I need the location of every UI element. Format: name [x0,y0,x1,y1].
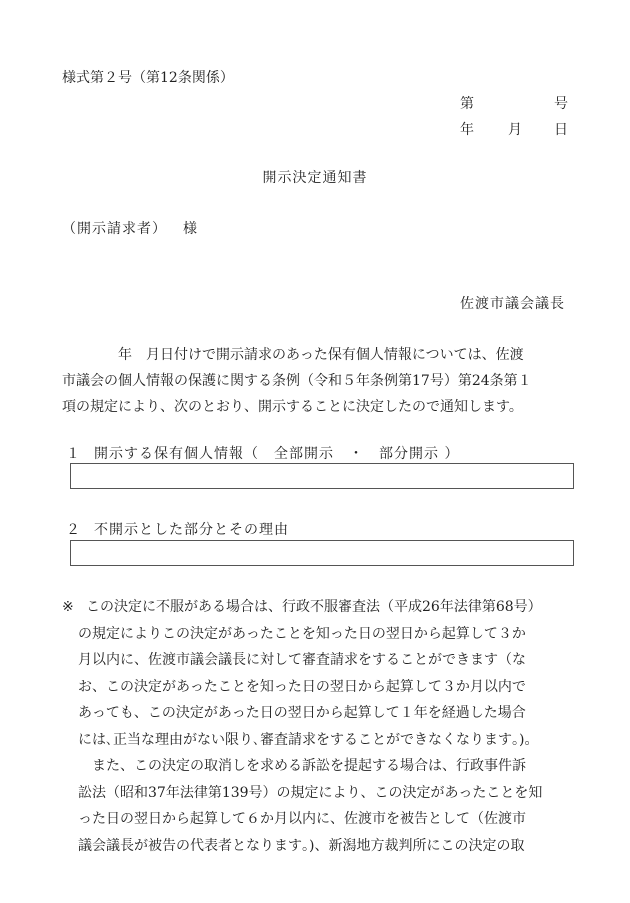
item-2-field[interactable] [70,540,574,566]
appeal-note [62,594,577,859]
date-year: 年 [460,122,474,138]
item-1-number: １ [66,446,81,462]
note-line: また、この決定の取消しを求める訴訟を提起する場合は、行政事件訴 [78,758,526,774]
item-1-label: 開示する保有個人情報（ 全部開示 ・ 部分開示 ） [94,446,460,462]
item-1-field[interactable] [70,463,574,489]
form-number: 様式第２号（第12条関係） [62,70,234,86]
number-suffix: 号 [554,96,568,112]
date-month: 月 [508,122,522,138]
note-line: 月以内に、佐渡市議会議長に対して審査請求をすることができます（な [78,652,526,668]
addressee-label: （開示請求者） [62,221,167,237]
item-2-label: 不開示とした部分とその理由 [94,522,289,538]
note-mark: ※ [62,599,74,615]
note-line: の規定によりこの決定があったことを知った日の翌日から起算して３か [78,625,526,642]
item-2-number: ２ [66,522,81,538]
item-1-heading [66,443,459,463]
number-prefix: 第 [460,96,474,112]
item-2-heading [66,519,289,539]
issuer: 佐渡市議会議長 [460,296,565,312]
body-line: 市議会の個人情報の保護に関する条例（令和５年条例第17号）第24条第１ [62,373,532,389]
addressee [62,218,198,238]
date-day: 日 [554,122,568,138]
document-title: 開示決定通知書 [262,170,368,186]
note-line: 議会議長が被告の代表者となります｡)、新潟地方裁判所にこの決定の取 [78,837,525,854]
note-line: 訟法（昭和37年法律第139号）の規定により、この決定があったことを知 [78,784,543,801]
note-line: った日の翌日から起算して６か月以内に、佐渡市を被告として（佐渡市 [78,811,526,827]
note-line: には､正当な理由がない限り､審査請求をすることができなくなります｡)。 [78,731,539,748]
addressee-honorific: 様 [183,221,198,237]
body-line: 項の規定により、次のとおり、開示することに決定したので通知します。 [62,399,523,415]
note-line-text: この決定に不服がある場合は、行政不服審査法（平成26年法律第68号） [86,599,542,615]
note-line [62,594,577,621]
body-line: 年 月日付けで開示請求のあった保有個人情報については、佐渡 [62,347,524,363]
note-line: お、この決定があったことを知った日の翌日から起算して３か月以内で [78,678,526,695]
body-paragraph [62,342,572,420]
note-line: あっても、この決定があった日の翌日から起算して１年を経過した場合 [78,705,526,721]
